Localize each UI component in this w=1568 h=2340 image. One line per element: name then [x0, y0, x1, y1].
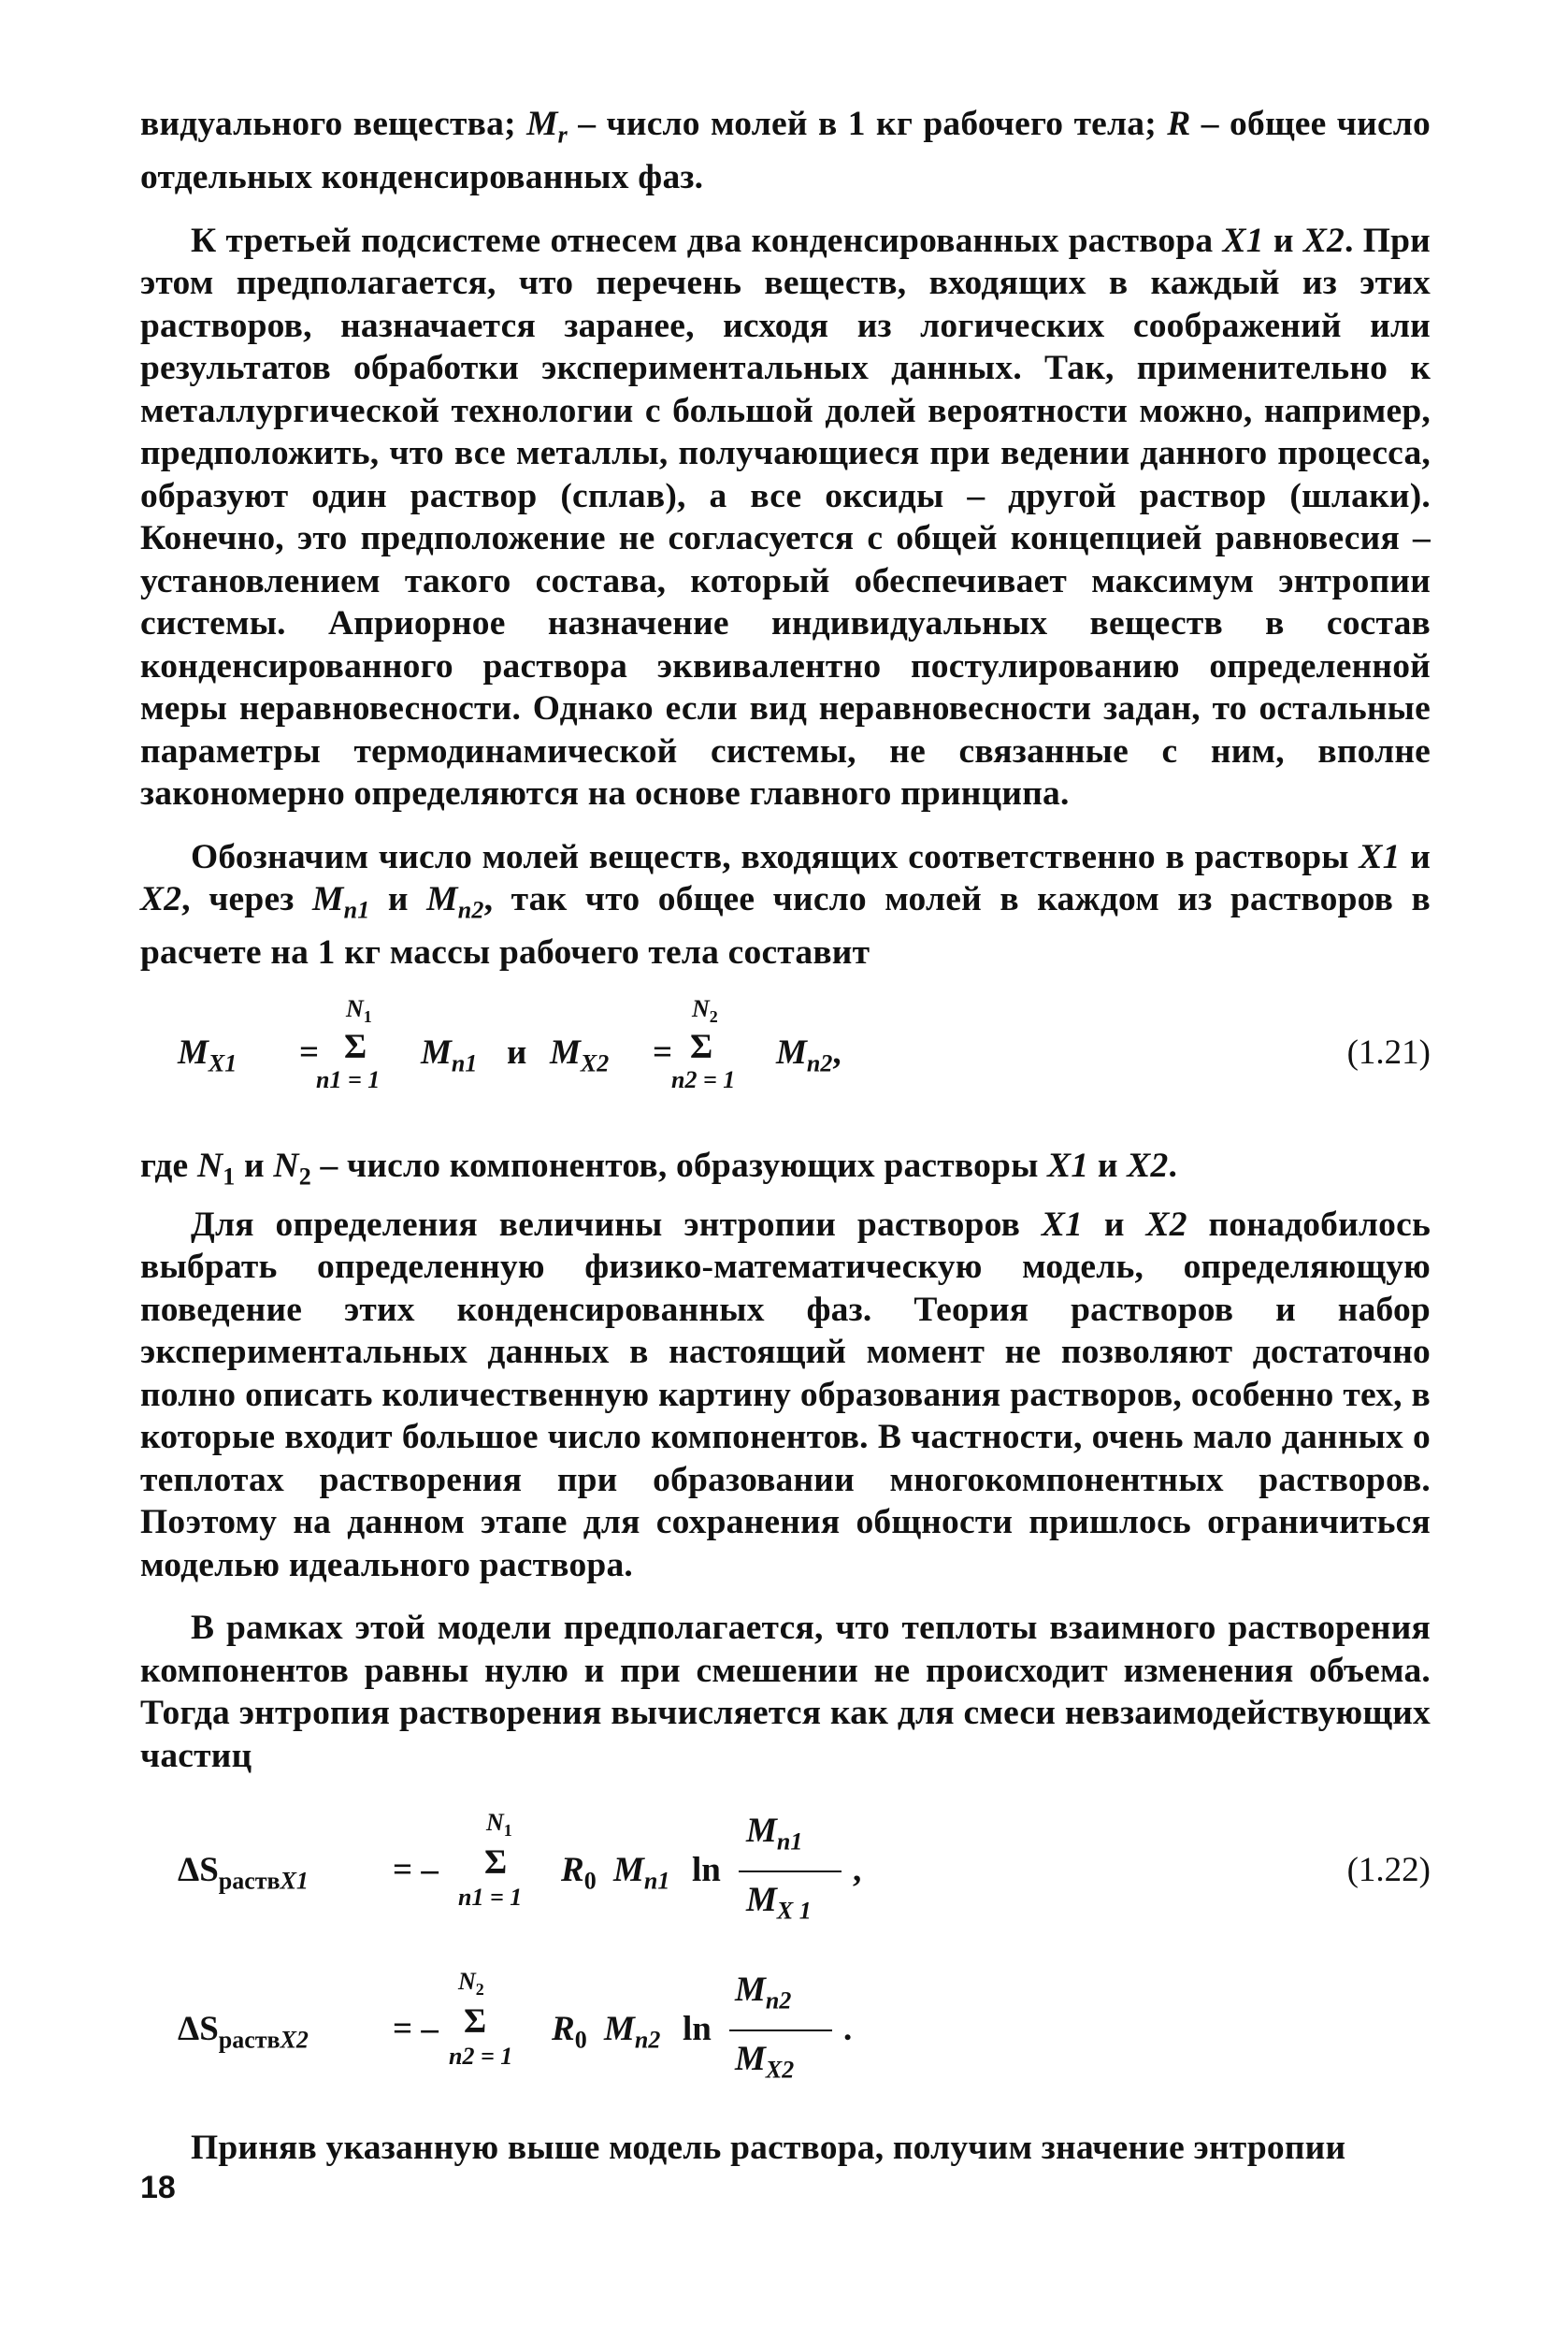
eq122-m: $M_{n1}$ [613, 1851, 670, 1895]
eq122-lhs: $\Delta S_{раствX1}$ [178, 1851, 309, 1895]
eq122b-r0: $R_0$ [552, 2010, 587, 2054]
eq122-sigma: Σ [484, 1843, 508, 1882]
paragraph-4: где $N_1$ и $N_2$ – число компонентов, образующих растворы X1 и X2. [140, 1146, 1178, 1190]
eq122-r0: $R_0$ [561, 1851, 597, 1895]
paragraph-7: Приняв указанную выше модель раствора, получим значение энтропии [191, 2129, 1346, 2167]
eq121-equals-2: = [653, 1033, 673, 1072]
page-number: 18 [140, 2170, 176, 2205]
eq121-lower-2: n2 = 1 [671, 1065, 736, 1093]
eq122-ln: ln [692, 1851, 721, 1889]
eq122b-tail: . [843, 2010, 853, 2048]
equation-1-22 [140, 1805, 1431, 1945]
eq121-lhs2: $M_{X2}$ [550, 1033, 610, 1076]
eq122b-m: $M_{n2}$ [604, 2010, 661, 2054]
eq121-sigma-2: Σ [690, 1027, 713, 1066]
page-body [140, 103, 1431, 2170]
eq122b-fraction-bar [729, 2029, 832, 2031]
eq121-term-2: $M_{n2}$, [776, 1033, 842, 1076]
eq122b-equals: = – [393, 2010, 439, 2048]
eq122b-numerator: $M_{n2}$ [735, 1971, 792, 2015]
eq122b-upper: $N_2$ [458, 1968, 484, 2000]
eq121-lhs1: $M_{X1}$ [178, 1033, 237, 1076]
paragraph-6: В рамках этой модели предполагается, что теплоты взаимного растворения компонентов равны нулю и при смешении не происходит изменения объема. Тогда энтропия растворения вычисляется как для смеси невзаимодействующих частиц [140, 1609, 1431, 1775]
equation-1-21 [140, 995, 1431, 1126]
paragraph-1: видуального вещества; $M_r$ – число молей в 1 кг рабочего тела; R – общее число отдельных конденсированных фаз. [140, 105, 1431, 196]
eq122-tail: , [853, 1851, 862, 1889]
equation-1-22-b [140, 1964, 1431, 2104]
paragraph-3: Обозначим число молей веществ, входящих соответственно в растворы X1 и X2, через $M_{n1}$ и $M_{n2}$, так что общее число молей в каждом из растворов в расчете на 1 кг массы рабочего тела составит [140, 837, 1431, 972]
eq122-number: (1.22) [1346, 1851, 1431, 1889]
eq121-upper-1: $N_1$ [346, 994, 372, 1026]
eq122-upper: $N_1$ [486, 1809, 512, 1841]
eq122-numerator: $M_{n1}$ [746, 1812, 803, 1856]
eq121-term-1: $M_{n1}$ [421, 1033, 478, 1076]
eq122-equals: = – [393, 1851, 439, 1889]
eq122-fraction-bar [739, 1871, 842, 1872]
eq122b-lower: n2 = 1 [449, 2043, 513, 2070]
eq122b-lhs: $\Delta S_{раствX2}$ [178, 2010, 309, 2054]
eq121-lower-1: n1 = 1 [316, 1065, 381, 1093]
eq122b-denominator: $M_{X2}$ [735, 2040, 795, 2084]
eq121-sigma-1: Σ [344, 1027, 367, 1066]
eq121-upper-2: $N_2$ [692, 994, 718, 1026]
eq122-denominator: $M_{X 1}$ [746, 1881, 812, 1925]
eq121-equals-1: = [299, 1033, 320, 1072]
eq122-lower: n1 = 1 [458, 1884, 523, 1911]
paragraph-5: Для определения величины энтропии растворов X1 и X2 понадобилось выбрать определенную физико-математическую модель, определяющую поведение этих конденсированных фаз. Теория растворов и набор экспериментальных данных в настоящий момент не позволяют достаточно полно описать количественную картину образования растворов, особенно тех, в которые входит большое число компонентов. В частности, очень мало данных о теплотах растворения при образовании многокомпонентных растворов. Поэтому на данном этапе для сохранения общности пришлось ограничиться моделью идеального раствора. [140, 1205, 1431, 1584]
eq122b-ln: ln [683, 2010, 712, 2048]
eq121-number: (1.21) [1346, 1033, 1431, 1072]
eq122b-sigma: Σ [464, 2002, 487, 2041]
paragraph-2: К третьей подсистеме отнесем два конденсированных раствора X1 и X2. При этом предполагается, что перечень веществ, входящих в каждый из этих растворов, назначается заранее, исходя из логических соображений или результатов обработки экспериментальных данных. Так, применительно к металлургической технологии с большой долей вероятности можно, например, предположить, что все металлы, получающиеся при ведении данного процесса, образуют один раствор (сплав), а все оксиды – другой раствор (шлаки). Конечно, это предположение не согласуется с общей концепцией равновесия – установлением такого состава, который обеспечивает максимум энтропии системы. Априорное назначение индивидуальных веществ в состав конденсированного раствора эквивалентно постулированию определенной меры неравновесности. Однако если вид неравновесности задан, то остальные параметры термодинамической системы, не связанные с ним, вполне закономерно определяются на основе главного принципа. [140, 221, 1431, 813]
eq121-and: и [507, 1033, 527, 1072]
